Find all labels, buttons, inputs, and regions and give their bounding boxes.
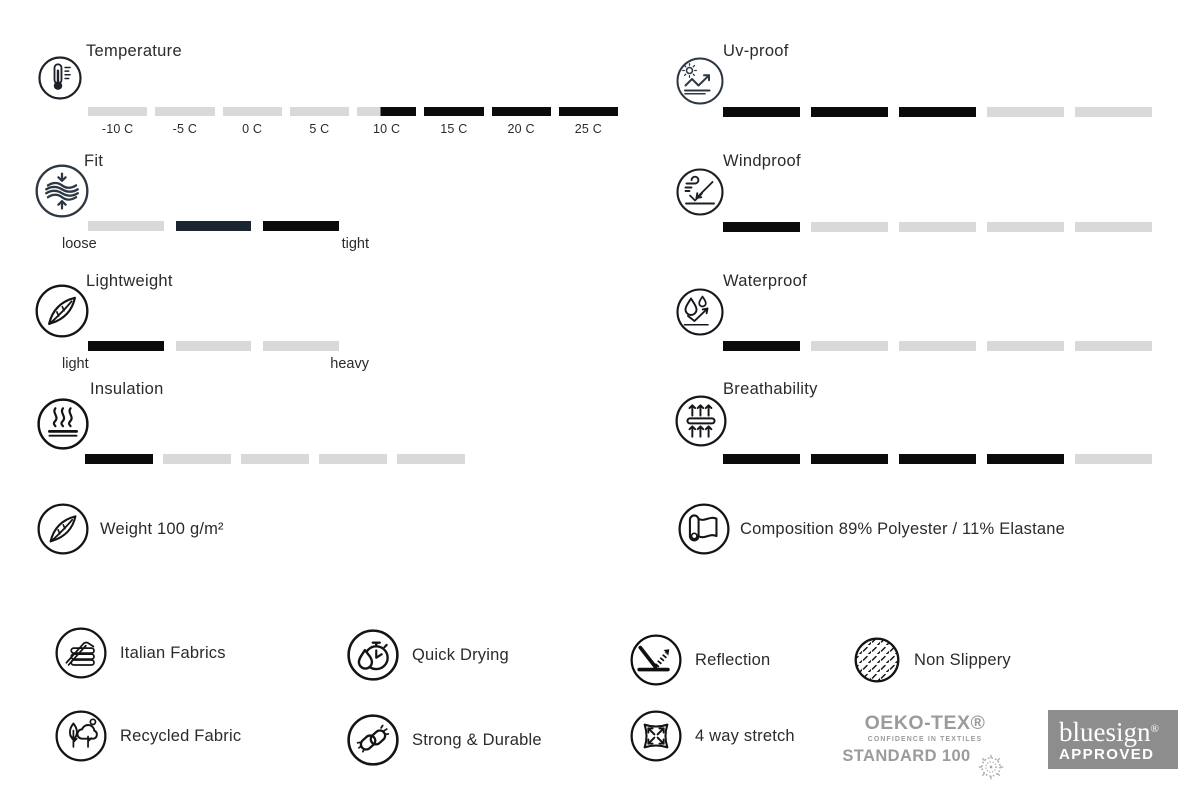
- rating-segment-gray: [987, 222, 1064, 232]
- rating-segment-gray: [811, 222, 888, 232]
- rating-segment-black: [811, 107, 888, 117]
- oeko-tex-flower-icon: [974, 750, 1008, 784]
- rating-cell: [1075, 341, 1152, 351]
- non-slippery-icon: [853, 636, 901, 684]
- temperature-title: Temperature: [86, 42, 182, 60]
- badge-4-way-stretch: [630, 710, 795, 762]
- feather-icon: [37, 503, 89, 555]
- uv-reflect-icon: [676, 57, 724, 105]
- rating-segment-gray: [1075, 107, 1152, 117]
- rating-cell: [88, 341, 164, 351]
- waterproof-rating-bar: [723, 341, 1152, 351]
- scale-tick-label: -10 C: [101, 122, 134, 136]
- rating-cell: [811, 341, 888, 351]
- rating-cell: [1075, 107, 1152, 117]
- scale-tick-label: 20 C: [507, 122, 535, 136]
- fit-scale-row: [62, 236, 369, 252]
- rating-segment-black: [85, 454, 153, 464]
- scale-tick-label: -5 C: [172, 122, 198, 136]
- rating-segment-black: [424, 107, 483, 116]
- feather-icon: [35, 284, 89, 338]
- rating-cell: [397, 454, 465, 464]
- rating-segment-black: [899, 107, 976, 117]
- bluesign-brand: bluesign®: [1059, 717, 1159, 747]
- badge-quick-drying: [347, 629, 509, 681]
- rating-segment-gray: [987, 107, 1064, 117]
- reflection-icon: [630, 634, 682, 686]
- rating-segment-gray: [155, 107, 214, 116]
- rating-segment-gray: [987, 341, 1064, 351]
- rating-segment-gray: [241, 454, 309, 464]
- rating-segment-black: [492, 107, 551, 116]
- rating-segment-black: [987, 454, 1064, 464]
- thermometer-icon: [38, 56, 82, 100]
- rating-cell: [163, 454, 231, 464]
- rating-segment-black: [559, 107, 618, 116]
- rating-cell: [899, 107, 976, 117]
- rating-cell: [899, 341, 976, 351]
- bluesign-logo: [1048, 710, 1178, 769]
- rating-segment-gray: [1075, 222, 1152, 232]
- rating-cell: [263, 341, 339, 351]
- rating-segment-gray: [899, 222, 976, 232]
- rating-segment-gray: [319, 454, 387, 464]
- water-repel-icon: [676, 288, 724, 336]
- rating-cell: [223, 107, 282, 136]
- rating-segment-navy: [176, 221, 252, 231]
- rating-segment-gray: [899, 341, 976, 351]
- rating-segment-gray: [290, 107, 349, 116]
- badge-label: Strong & Durable: [412, 730, 542, 749]
- badge-recycled-fabric: [55, 710, 241, 762]
- rating-cell: [899, 454, 976, 464]
- rating-cell: [987, 107, 1064, 117]
- breathability-rating-bar: [723, 454, 1152, 464]
- fit-rating-bar: [88, 221, 339, 231]
- fit-compression-icon: [35, 164, 89, 218]
- bluesign-registered-mark: ®: [1150, 723, 1159, 735]
- rating-segment-gray: [163, 454, 231, 464]
- rating-cell: [85, 454, 153, 464]
- rating-cell: [88, 221, 164, 231]
- fit-scale-left: loose: [62, 236, 97, 252]
- rating-cell: [559, 107, 618, 136]
- rating-cell: [723, 222, 800, 232]
- rating-segment-black: [263, 221, 339, 231]
- scale-tick-label: 5 C: [309, 122, 330, 136]
- scale-tick-label: 0 C: [242, 122, 263, 136]
- breathability-icon: [675, 395, 727, 447]
- rating-cell: [492, 107, 551, 136]
- quick-drying-icon: [347, 629, 399, 681]
- rating-segment-black: [811, 454, 888, 464]
- rating-cell: [290, 107, 349, 136]
- badge-italian-fabrics: [55, 627, 226, 679]
- badge-label: Reflection: [695, 650, 771, 669]
- badge-reflection: [630, 634, 770, 686]
- rating-segment-gray: [1075, 454, 1152, 464]
- rating-cell: [176, 341, 252, 351]
- fabric-roll-icon: [678, 503, 730, 555]
- lightweight-rating-bar: [88, 341, 339, 351]
- scale-tick-label: 15 C: [440, 122, 468, 136]
- rating-cell: [987, 222, 1064, 232]
- recycled-fabric-icon: [55, 710, 107, 762]
- chain-link-icon: [347, 714, 399, 766]
- rating-cell: [88, 107, 147, 136]
- windproof-rating-bar: [723, 222, 1152, 232]
- rating-segment-gray: [88, 107, 147, 116]
- weight-value: Weight 100 g/m²: [100, 520, 224, 538]
- insulation-rating-bar: [85, 454, 465, 464]
- rating-segment-gray: [811, 341, 888, 351]
- rating-cell: [176, 221, 252, 231]
- lightweight-scale-left: light: [62, 356, 89, 372]
- breathability-title: Breathability: [723, 380, 818, 398]
- rating-segment-gray: [223, 107, 282, 116]
- insulation-title: Insulation: [90, 380, 164, 398]
- bluesign-approved-text: APPROVED: [1059, 746, 1155, 763]
- four-way-stretch-icon: [630, 710, 682, 762]
- badge-label: Quick Drying: [412, 645, 509, 664]
- rating-cell: [1075, 454, 1152, 464]
- rating-segment-gray: [88, 221, 164, 231]
- rating-segment-black: [723, 454, 800, 464]
- rating-cell: [1075, 222, 1152, 232]
- oeko-tex-standard: STANDARD 100: [842, 747, 971, 765]
- oeko-tex-logo: [842, 712, 988, 784]
- rating-cell: [723, 107, 800, 117]
- rating-segment-gray: [1075, 341, 1152, 351]
- rating-cell: [987, 341, 1064, 351]
- temperature-rating-bar: [88, 107, 618, 136]
- scale-tick-label: 25 C: [574, 122, 602, 136]
- windproof-title: Windproof: [723, 152, 801, 170]
- rating-segment-split: [357, 107, 416, 116]
- rating-segment-black: [88, 341, 164, 351]
- rating-cell: [811, 107, 888, 117]
- badge-label: 4 way stretch: [695, 726, 795, 745]
- rating-cell: [263, 221, 339, 231]
- rating-cell: [723, 341, 800, 351]
- rating-cell: [241, 454, 309, 464]
- lightweight-scale-row: [62, 356, 369, 372]
- badge-non-slippery: [853, 636, 1011, 684]
- rating-segment-black: [723, 107, 800, 117]
- rating-segment-black: [723, 341, 800, 351]
- badge-label: Recycled Fabric: [120, 726, 242, 745]
- rating-cell: [811, 454, 888, 464]
- badge-label: Non Slippery: [914, 650, 1011, 669]
- rating-cell: [723, 454, 800, 464]
- wind-deflect-icon: [676, 168, 724, 216]
- badge-strong-durable: [347, 714, 542, 766]
- rating-cell: [899, 222, 976, 232]
- rating-segment-gray: [176, 341, 252, 351]
- uv-proof-rating-bar: [723, 107, 1152, 117]
- rating-segment-gray: [397, 454, 465, 464]
- composition-value: Composition 89% Polyester / 11% Elastane: [740, 520, 1066, 538]
- lightweight-title: Lightweight: [86, 272, 173, 290]
- rating-cell: [424, 107, 483, 136]
- rating-cell: [811, 222, 888, 232]
- rating-segment-black: [723, 222, 800, 232]
- rating-cell: [155, 107, 214, 136]
- fit-scale-right: tight: [341, 236, 369, 252]
- rating-cell: [987, 454, 1064, 464]
- steam-icon: [37, 398, 89, 450]
- lightweight-scale-right: heavy: [330, 356, 369, 372]
- fit-title: Fit: [84, 152, 104, 170]
- oeko-tex-brand: OEKO-TEX®: [864, 712, 986, 734]
- scale-tick-label: 10 C: [373, 122, 401, 136]
- rating-cell: [357, 107, 416, 136]
- waterproof-title: Waterproof: [723, 272, 808, 290]
- rating-segment-gray: [263, 341, 339, 351]
- uv-proof-title: Uv-proof: [723, 42, 789, 60]
- rating-segment-black: [899, 454, 976, 464]
- oeko-tex-tagline: CONFIDENCE IN TEXTILES: [867, 736, 983, 743]
- badge-label: Italian Fabrics: [120, 643, 226, 662]
- rating-cell: [319, 454, 387, 464]
- fabric-stack-icon: [55, 627, 107, 679]
